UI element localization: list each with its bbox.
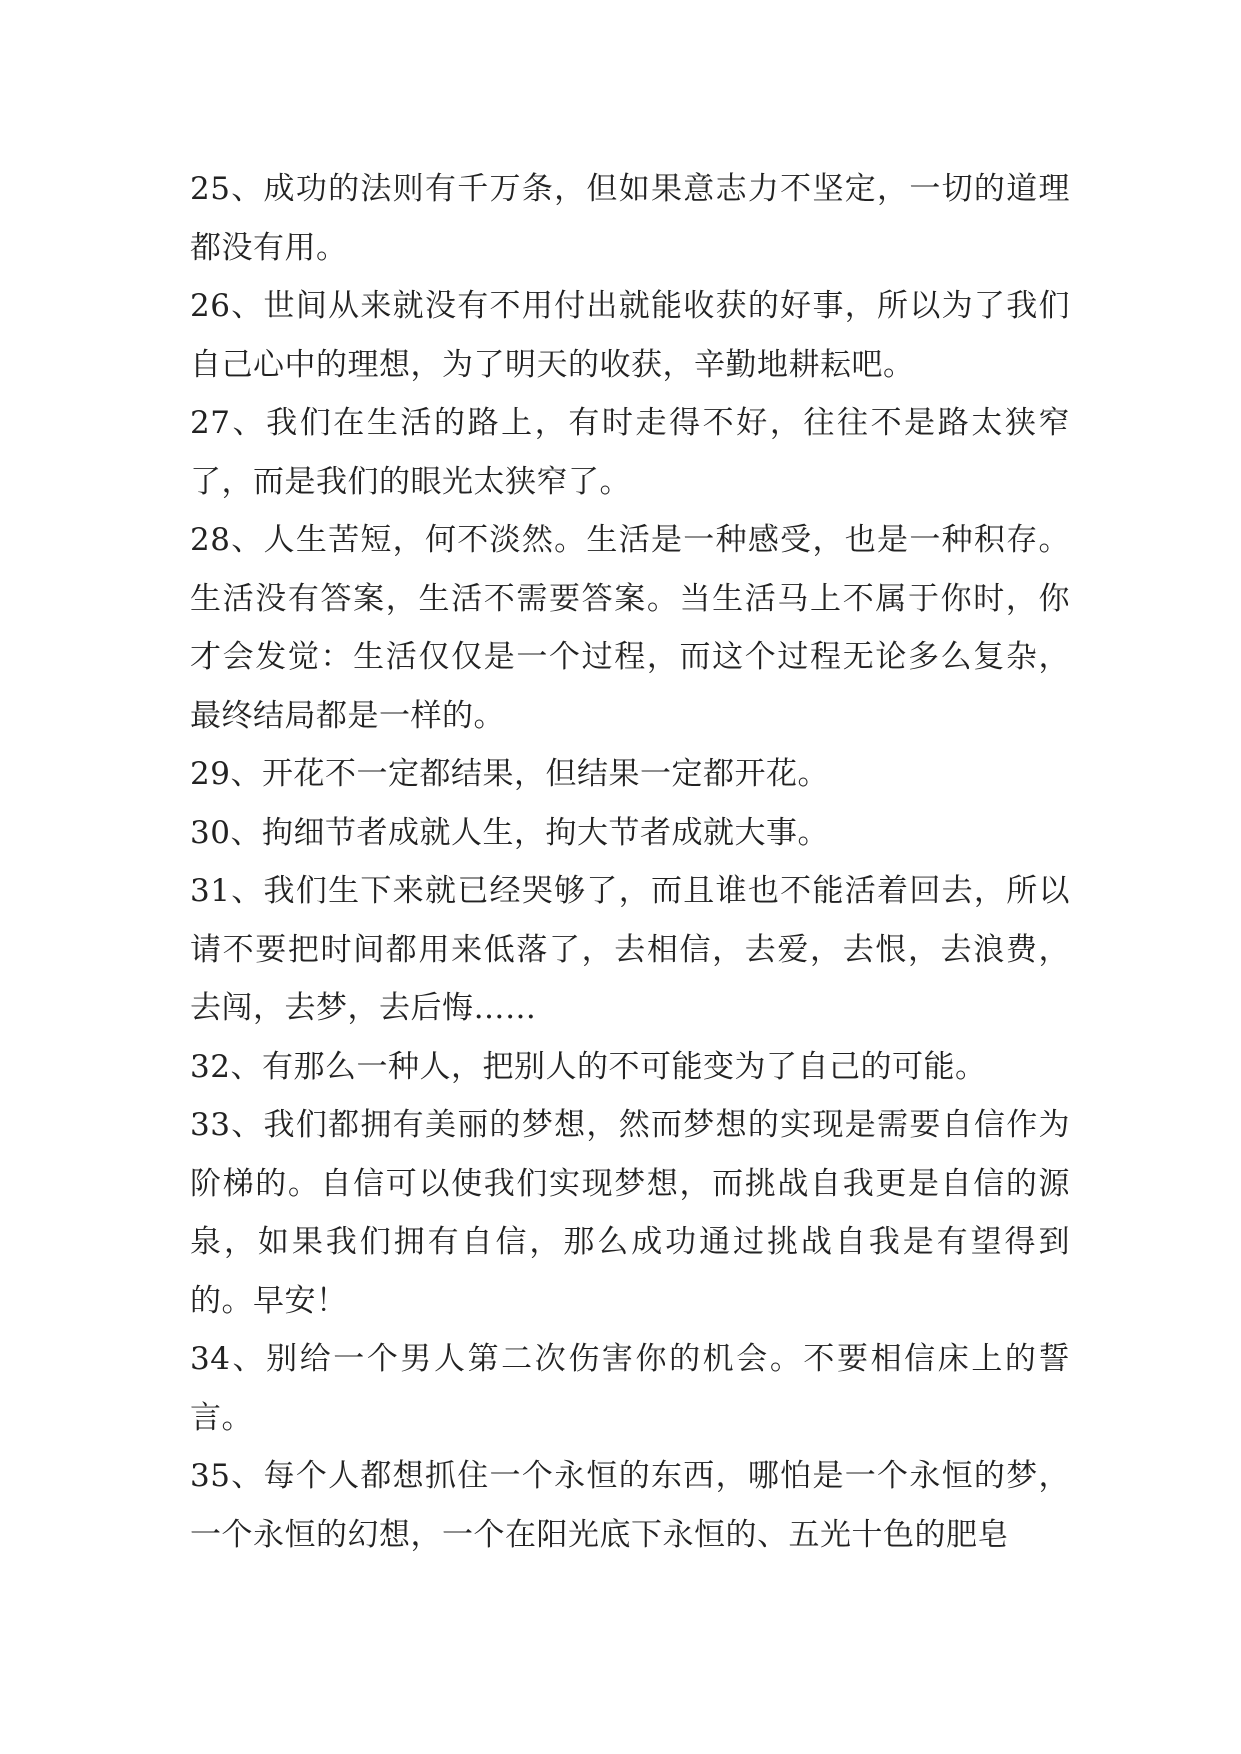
paragraph-26: 26、世间从来就没有不用付出就能收获的好事，所以为了我们自己心中的理想，为了明天的收获，辛勤地耕耘吧。	[190, 288, 1070, 383]
paragraph-27: 27、我们在生活的路上，有时走得不好，往往不是路太狭窄了，而是我们的眼光太狭窄了。	[190, 405, 1070, 500]
paragraph-34: 34、别给一个男人第二次伤害你的机会。不要相信床上的誓言。	[190, 1341, 1070, 1436]
paragraph-25: 25、成功的法则有千万条，但如果意志力不坚定，一切的道理都没有用。	[190, 171, 1070, 266]
paragraph-31: 31、我们生下来就已经哭够了，而且谁也不能活着回去，所以请不要把时间都用来低落了，去相信，去爱，去恨，去浪费，去闯，去梦，去后悔……	[190, 873, 1070, 1026]
paragraph-33: 33、我们都拥有美丽的梦想，然而梦想的实现是需要自信作为阶梯的。自信可以使我们实现梦想，而挑战自我更是自信的源泉，如果我们拥有自信，那么成功通过挑战自我是有望得到的。早安！	[190, 1107, 1070, 1319]
paragraph-32: 32、有那么一种人，把别人的不可能变为了自己的可能。	[190, 1048, 987, 1085]
paragraph-29: 29、开花不一定都结果，但结果一定都开花。	[190, 756, 829, 792]
paragraph-35: 35、每个人都想抓住一个永恒的东西，哪怕是一个永恒的梦，一个永恒的幻想，一个在阳光底下永恒的、五光十色的肥皂	[190, 1458, 1070, 1553]
document-body	[190, 160, 1070, 1564]
paragraph-30: 30、拘细节者成就人生，拘大节者成就大事。	[190, 814, 829, 851]
paragraph-28: 28、人生苦短，何不淡然。生活是一种感受，也是一种积存。生活没有答案，生活不需要答案。当生活马上不属于你时，你才会发觉：生活仅仅是一个过程，而这个过程无论多么复杂，最终结局都是一样的。	[190, 522, 1070, 734]
